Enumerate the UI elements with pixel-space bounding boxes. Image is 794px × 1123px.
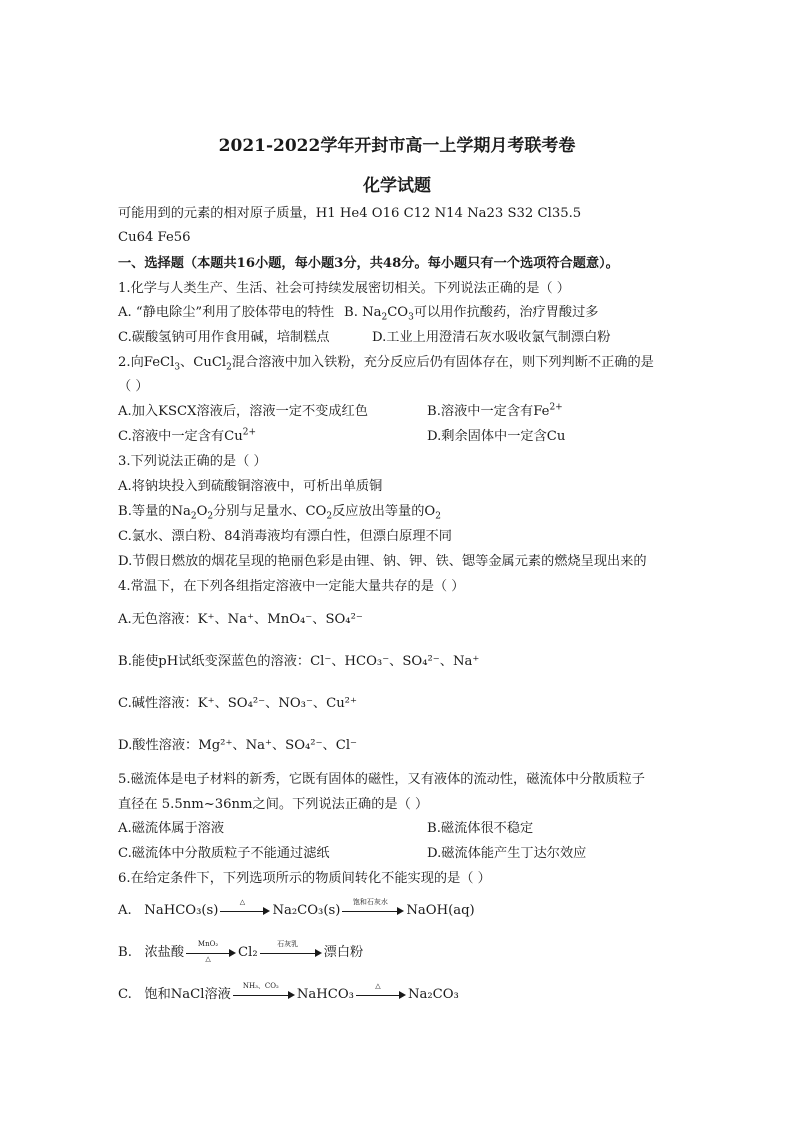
q3-option-d: D.节假日燃放的烟花呈现的艳丽色彩是由锂、钠、钾、铁、锶等金属元素的燃烧呈现出来的 — [118, 554, 647, 569]
exam-title: 2021-2022学年开封市高一上学期月考联考卷 — [218, 136, 576, 156]
section-heading: 一、选择题（本题共16小题，每小题3分，共48分。每小题只有一个选项符合题意）。 — [118, 256, 619, 271]
q6-b-arrow2 — [260, 939, 322, 960]
q6-c-cond1: NH₃、CO₂ — [242, 981, 279, 990]
q4-option-d — [118, 738, 357, 754]
q6-option-a — [118, 897, 475, 919]
q1-b-sub2: 3 — [408, 312, 414, 323]
q3-option-c: C.氯水、漂白粉、84消毒液均有漂白性，但漂白原理不同 — [118, 529, 452, 544]
q2-stem-text: 2.向FeCl — [118, 355, 175, 370]
q4-b-ions: Cl⁻、HCO₃⁻、SO₄²⁻、Na⁺ — [310, 654, 480, 669]
q3-b-sub1: 2 — [190, 511, 197, 522]
q6-a-arrow2 — [342, 897, 404, 918]
q2-sub1: 3 — [174, 362, 181, 373]
q4-c-ions: K⁺、SO₄²⁻、NO₃⁻、Cu²⁺ — [197, 696, 357, 711]
q2-stem-text3: 混合溶液中加入铁粉，充分反应后仍有固体存在，则下列判断不正确的是 — [231, 355, 654, 370]
q6-a-arrow1 — [220, 897, 270, 918]
q5-option-b: B.磁流体很不稳定 — [427, 821, 534, 836]
q2-c-sup: 2+ — [242, 427, 256, 438]
q6-c-arrow1 — [233, 981, 295, 1002]
q6-b-cond1-bottom: △ — [205, 954, 211, 963]
q5-option-c: C.磁流体中分散质粒子不能通过滤纸 — [118, 846, 330, 861]
q2-option-d: D.剩余固体中一定含Cu — [427, 429, 566, 444]
q1-option-a: A. “静电除尘”利用了胶体带电的特性 — [118, 305, 335, 320]
atomic-masses-line1: 可能用到的元素的相对原子质量，H1 He4 O16 C12 N14 Na23 S32 Cl35.5 — [118, 206, 582, 221]
q2-option-a: A.加入KSCX溶液后，溶液一定不变成红色 — [118, 404, 368, 419]
q5-stem-line1: 5.磁流体是电子材料的新秀，它既有固体的磁性，又有液体的流动性，磁流体中分散质粒子 — [118, 772, 645, 787]
q2-b-text: B.溶液中一定含有Fe — [427, 404, 550, 419]
q3-b-sub4: 2 — [435, 511, 441, 522]
q6-b-label: B. — [118, 945, 132, 960]
q6-stem: 6.在给定条件下，下列选项所示的物质间转化不能实现的是（ ） — [118, 871, 491, 886]
q2-option-b — [427, 404, 563, 420]
q2-c-text: C.溶液中一定含有Cu — [118, 429, 243, 444]
q4-b-label: B.能使pH试纸变深蓝色的溶液： — [118, 654, 311, 669]
q1-stem: 1.化学与人类生产、生活、社会可持续发展密切相关。下列说法正确的是（ ） — [118, 281, 570, 296]
q6-b-species3: 漂白粉 — [323, 945, 364, 960]
q4-d-label: D.酸性溶液： — [118, 738, 199, 753]
q3-b-text: B.等量的Na — [118, 504, 191, 519]
q4-d-ions: Mg²⁺、Na⁺、SO₄²⁻、Cl⁻ — [198, 738, 357, 753]
q6-option-c — [118, 981, 459, 1003]
q5-stem-line2: 直径在 5.5nm~36nm之间。下列说法正确的是（ ） — [118, 797, 429, 812]
q3-stem: 3.下列说法正确的是（ ） — [118, 454, 267, 469]
q6-c-arrow2 — [356, 981, 406, 1002]
q1-b-text2: CO — [387, 305, 409, 320]
q1-b-sub: 2 — [381, 312, 388, 323]
q6-b-cond1-top: MnO₂ — [197, 939, 219, 948]
q4-stem: 4.常温下，在下列各组指定溶液中一定能大量共存的是（ ） — [118, 579, 465, 594]
q6-b-cond2: 石灰乳 — [277, 939, 299, 948]
q6-a-species2: Na₂CO₃(s) — [272, 903, 341, 918]
q1-option-d: D.工业上用澄清石灰水吸收氯气制漂白粉 — [372, 330, 611, 345]
q6-a-cond2: 饱和石灰水 — [352, 897, 388, 906]
q4-a-label: A.无色溶液： — [118, 612, 198, 627]
q4-option-b — [118, 654, 479, 670]
q3-b-text2: O — [196, 504, 208, 519]
q3-option-a: A.将钠块投入到硫酸铜溶液中，可析出单质铜 — [118, 479, 383, 494]
q3-b-sub3: 2 — [326, 511, 333, 522]
q1-b-text: B. Na — [344, 305, 382, 320]
q3-b-text4: 反应放出等量的O — [332, 504, 436, 519]
q6-a-label: A. — [118, 903, 132, 918]
q2-paren: （ ） — [118, 379, 149, 394]
q4-c-label: C.碱性溶液： — [118, 696, 198, 711]
q6-b-species1: 浓盐酸 — [144, 945, 185, 960]
q4-option-c — [118, 696, 357, 712]
q5-option-d: D.磁流体能产生丁达尔效应 — [427, 846, 587, 861]
q6-a-species3: NaOH(aq) — [406, 903, 475, 918]
q4-a-ions: K⁺、Na⁺、MnO₄⁻、SO₄²⁻ — [197, 612, 363, 627]
q2-stem — [118, 355, 654, 371]
q1-b-text3: 可以用作抗酸药，治疗胃酸过多 — [413, 305, 599, 320]
q2-option-c — [118, 429, 256, 445]
q6-b-species2: Cl₂ — [238, 945, 258, 960]
q6-a-cond1: △ — [239, 897, 246, 906]
q6-c-species2: NaHCO₃ — [296, 987, 354, 1002]
q6-a-species1: NaHCO₃(s) — [144, 903, 219, 918]
q1-option-c: C.碳酸氢钠可用作食用碱，培制糕点 — [118, 330, 330, 345]
q6-c-species3: Na₂CO₃ — [407, 987, 459, 1002]
q6-b-arrow1 — [186, 939, 236, 963]
q3-b-sub2: 2 — [207, 511, 214, 522]
q6-c-cond2: △ — [375, 981, 381, 990]
q6-c-label: C. — [118, 987, 132, 1002]
q2-sub2: 2 — [226, 362, 232, 373]
q5-option-a: A.磁流体属于溶液 — [118, 821, 225, 836]
q6-c-species1: 饱和NaCl溶液 — [144, 987, 231, 1002]
q6-option-b — [118, 939, 364, 963]
q3-option-b — [118, 504, 441, 520]
q2-stem-text2: 、CuCl — [180, 355, 227, 370]
atomic-masses-line2: Cu64 Fe56 — [118, 230, 191, 245]
exam-subtitle: 化学试题 — [363, 176, 431, 196]
q1-option-b — [344, 305, 598, 321]
q4-option-a — [118, 612, 363, 628]
q2-b-sup: 2+ — [549, 402, 563, 413]
q3-b-text3: 分别与足量水、CO — [213, 504, 327, 519]
